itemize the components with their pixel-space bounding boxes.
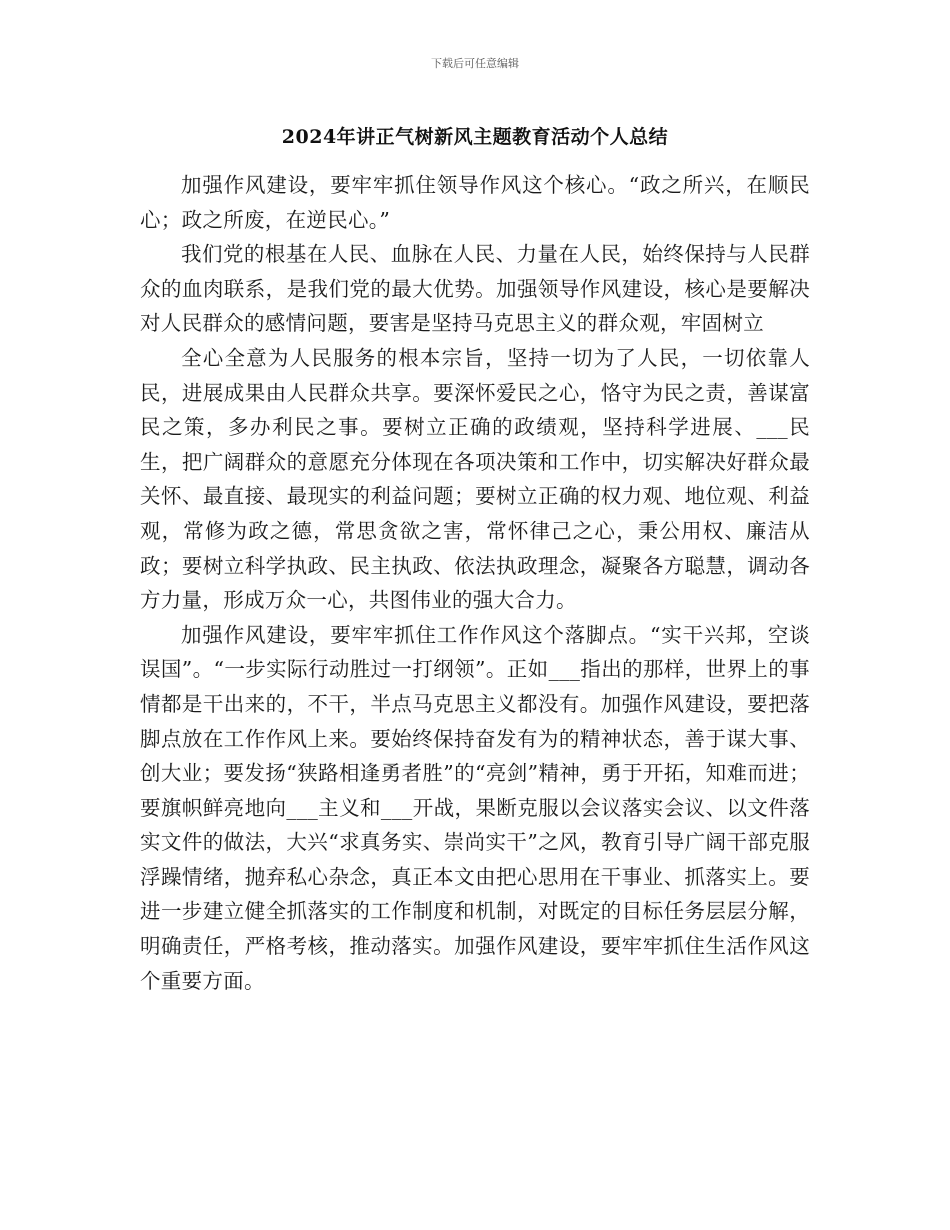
header-note: 下载后可任意编辑 <box>431 57 519 70</box>
document-body <box>140 168 810 998</box>
paragraph: 加强作风建设，要牢牢抓住领导作风这个核心。“政之所兴，在顺民心；政之所废，在逆民心。” <box>140 173 810 232</box>
paragraph: 加强作风建设，要牢牢抓住工作作风这个落脚点。“实干兴邦，空谈误国”。“一步实际行动胜过一打纲领”。正如___指出的那样，世界上的事情都是干出来的，不干，半点马克思主义都没有。加强作风建设，要把落脚点放在工作作风上来。要始终保持奋发有为的精神状态，善于谋大事、创大业；要发扬“狭路相逢勇者胜”的“亮剑”精神，勇于开拓，知难而进；要旗帜鲜亮地向___主义和___开战，果断克服以会议落实会议、以文件落实文件的做法，大兴“求真务实、崇尚实干”之风，教育引导广阔干部克服浮躁情绪，抛弃私心杂念，真正本文由把心思用在干事业、抓落实上。要进一步建立健全抓落实的工作制度和机制，对既定的目标任务层层分解，明确责任，严格考核，推动落实。加强作风建设，要牢牢抓住生活作风这个重要方面。 <box>140 622 810 993</box>
document-title: 2024年讲正气树新风主题教育活动个人总结 <box>281 126 669 148</box>
paragraph: 全心全意为人民服务的根本宗旨，坚持一切为了人民，一切依靠人民，进展成果由人民群众共享。要深怀爱民之心，恪守为民之责，善谋富民之策，多办利民之事。要树立正确的政绩观，坚持科学进展、___民生，把广阔群众的意愿充分体现在各项决策和工作中，切实解决好群众最关怀、最直接、最现实的利益问题；要树立正确的权力观、地位观、利益观，常修为政之德，常思贪欲之害，常怀律己之心，秉公用权、廉洁从政；要树立科学执政、民主执政、依法执政理念，凝聚各方聪慧，调动各方力量，形成万众一心，共图伟业的强大合力。 <box>140 345 810 613</box>
paragraph: 我们党的根基在人民、血脉在人民、力量在人民，始终保持与人民群众的血肉联系，是我们党的最大优势。加强领导作风建设，核心是要解决对人民群众的感情问题，要害是坚持马克思主义的群众观，牢固树立 <box>140 242 810 336</box>
